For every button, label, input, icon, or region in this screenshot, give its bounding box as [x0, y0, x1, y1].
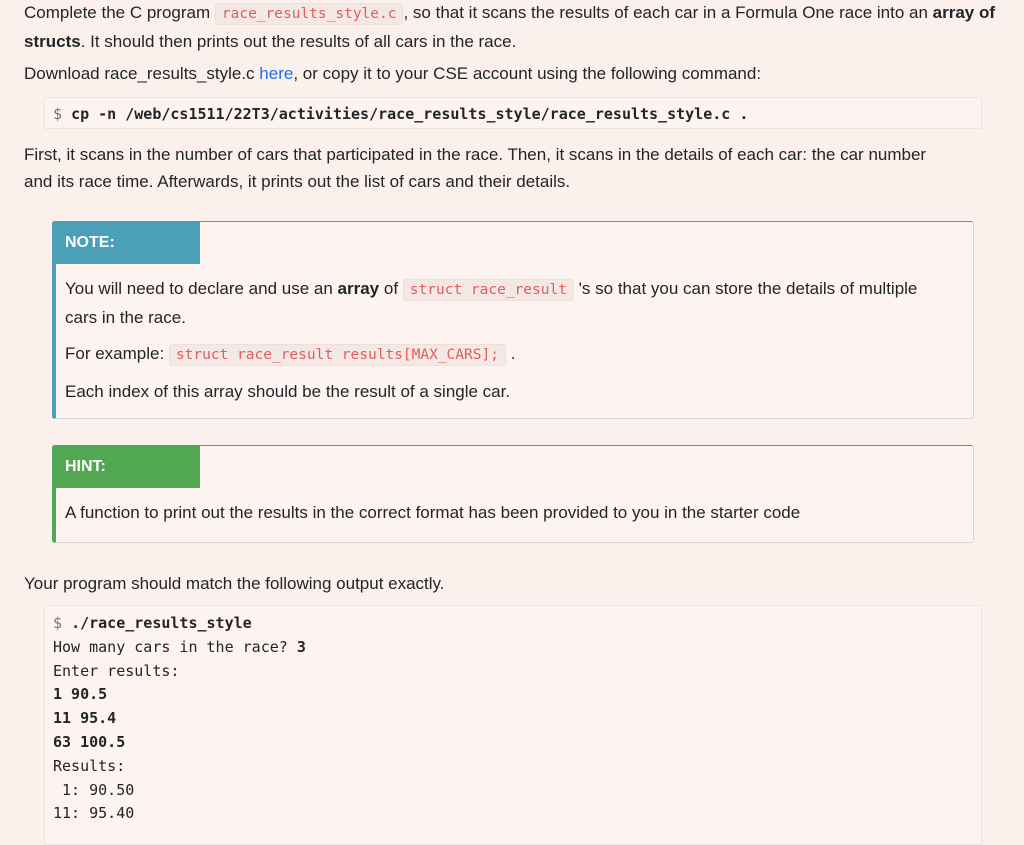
- output-intro: Your program should match the following output exactly.: [24, 574, 445, 593]
- note-callout: [52, 221, 974, 419]
- struct-code: struct race_result: [403, 279, 574, 301]
- note-line-2: For example: struct race_result results[MAX_CARS]; .: [65, 340, 933, 369]
- intro-bold: array of structs: [24, 3, 996, 51]
- note-title: NOTE:: [52, 221, 200, 264]
- hint-text: A function to print out the results in the correct format has been provided to you in the starter code: [65, 503, 801, 522]
- output-line: Results:: [53, 756, 126, 775]
- description-paragraph: First, it scans in the number of cars that participated in the race. Then, it scans in the details of each car: the car number and its race time. Afterwards, it prints out the list of cars and their details.: [24, 145, 927, 191]
- hint-callout: [52, 445, 974, 543]
- output-line: 1 90.5: [53, 685, 108, 704]
- note-body: [65, 275, 933, 414]
- note-line-3: Each index of this array should be the result of a single car.: [65, 382, 511, 401]
- hint-body: [65, 499, 933, 535]
- output-line: 11 95.4: [53, 709, 117, 728]
- output-box[interactable]: [44, 605, 982, 845]
- output-line: 1: 90.50: [53, 780, 135, 799]
- shell-prompt: $: [53, 105, 63, 123]
- hint-title: HINT:: [52, 445, 200, 488]
- output-line: How many cars in the race? 3: [53, 637, 306, 656]
- output-command-line: $ ./race_results_style: [53, 614, 252, 632]
- example-code: struct race_result results[MAX_CARS];: [169, 344, 506, 366]
- filename-code: race_results_style.c: [215, 3, 404, 25]
- output-line: 63 100.5: [53, 732, 126, 751]
- output-line: Enter results:: [53, 661, 180, 680]
- note-line-1: You will need to declare and use an array of struct race_result 's so that you can store the details of multiple cars in the race.: [65, 279, 918, 327]
- command-text: cp -n /web/cs1511/22T3/activities/race_results_style/race_results_style.c .: [71, 105, 749, 123]
- command-box[interactable]: [44, 97, 982, 129]
- intro-paragraph: Complete the C program race_results_style.c , so that it scans the results of each car in a Formula One race into an array of structs. It should then prints out the results of all cars in the race.: [24, 3, 996, 51]
- download-paragraph: Download race_results_style.c here, or copy it to your CSE account using the following command:: [24, 64, 762, 83]
- output-line: 11: 95.40: [53, 804, 135, 823]
- download-link[interactable]: here: [259, 64, 294, 83]
